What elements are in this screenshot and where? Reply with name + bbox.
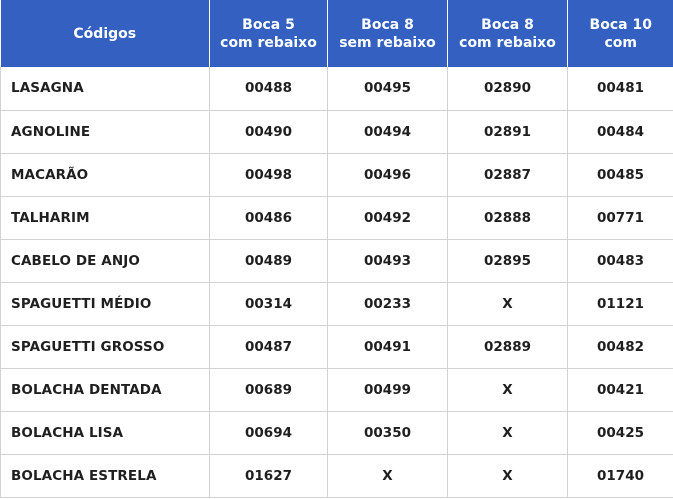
table-body — [1, 67, 673, 497]
product-name-cell: SPAGUETTI GROSSO — [1, 325, 210, 368]
table-row — [1, 110, 673, 153]
code-cell: 00491 — [328, 325, 448, 368]
code-cell: 00689 — [210, 368, 328, 411]
code-cell: 00425 — [568, 411, 673, 454]
code-cell: 02888 — [448, 196, 568, 239]
header-boca10-com — [568, 0, 673, 67]
code-cell: 00487 — [210, 325, 328, 368]
header-codigos — [1, 0, 210, 67]
code-cell: 00493 — [328, 239, 448, 282]
code-cell: 00488 — [210, 67, 328, 110]
code-cell: 00233 — [328, 282, 448, 325]
code-cell: 00490 — [210, 110, 328, 153]
code-cell: 00498 — [210, 153, 328, 196]
code-cell: 02891 — [448, 110, 568, 153]
header-line: Boca 8 — [361, 16, 414, 33]
product-name-cell: MACARÃO — [1, 153, 210, 196]
product-name-cell: SPAGUETTI MÉDIO — [1, 282, 210, 325]
code-cell: X — [448, 368, 568, 411]
table-row — [1, 239, 673, 282]
code-cell: 00771 — [568, 196, 673, 239]
product-name-cell: AGNOLINE — [1, 110, 210, 153]
code-cell: 00499 — [328, 368, 448, 411]
header-line: Boca 8 — [481, 16, 534, 33]
code-cell: 02895 — [448, 239, 568, 282]
code-cell: 00694 — [210, 411, 328, 454]
code-cell: 02889 — [448, 325, 568, 368]
code-cell: 00483 — [568, 239, 673, 282]
table-header — [1, 0, 673, 67]
table-row — [1, 454, 673, 497]
code-cell: 00496 — [328, 153, 448, 196]
code-cell: 00495 — [328, 67, 448, 110]
code-cell: 01121 — [568, 282, 673, 325]
header-line: com rebaixo — [220, 34, 317, 51]
product-name-cell: LASAGNA — [1, 67, 210, 110]
product-name-cell: BOLACHA LISA — [1, 411, 210, 454]
header-line: sem rebaixo — [339, 34, 436, 51]
code-cell: 00492 — [328, 196, 448, 239]
code-cell: 00314 — [210, 282, 328, 325]
code-cell: 00489 — [210, 239, 328, 282]
header-line: Códigos — [73, 25, 137, 42]
header-line: com rebaixo — [459, 34, 556, 51]
code-cell: X — [448, 411, 568, 454]
header-line: Boca 5 — [242, 16, 295, 33]
code-cell: 02887 — [448, 153, 568, 196]
product-name-cell: BOLACHA ESTRELA — [1, 454, 210, 497]
header-boca5-com-rebaixo — [210, 0, 328, 67]
header-boca8-sem-rebaixo — [328, 0, 448, 67]
table-row — [1, 368, 673, 411]
code-cell: X — [448, 454, 568, 497]
code-cell: 00350 — [328, 411, 448, 454]
product-name-cell: TALHARIM — [1, 196, 210, 239]
table-row — [1, 153, 673, 196]
code-cell: 00486 — [210, 196, 328, 239]
table-row — [1, 196, 673, 239]
table-row — [1, 282, 673, 325]
code-cell: 00484 — [568, 110, 673, 153]
code-cell: X — [448, 282, 568, 325]
code-cell: 00485 — [568, 153, 673, 196]
code-cell: 01627 — [210, 454, 328, 497]
code-cell: 00481 — [568, 67, 673, 110]
table-row — [1, 67, 673, 110]
header-line: Boca 10 — [589, 16, 652, 33]
table-row — [1, 325, 673, 368]
table-row — [1, 411, 673, 454]
code-cell: 02890 — [448, 67, 568, 110]
code-cell: 01740 — [568, 454, 673, 497]
header-boca8-com-rebaixo — [448, 0, 568, 67]
code-cell: 00421 — [568, 368, 673, 411]
code-cell: X — [328, 454, 448, 497]
code-cell: 00482 — [568, 325, 673, 368]
product-name-cell: CABELO DE ANJO — [1, 239, 210, 282]
product-name-cell: BOLACHA DENTADA — [1, 368, 210, 411]
header-line: com — [604, 34, 637, 51]
code-cell: 00494 — [328, 110, 448, 153]
header-row — [1, 0, 673, 67]
